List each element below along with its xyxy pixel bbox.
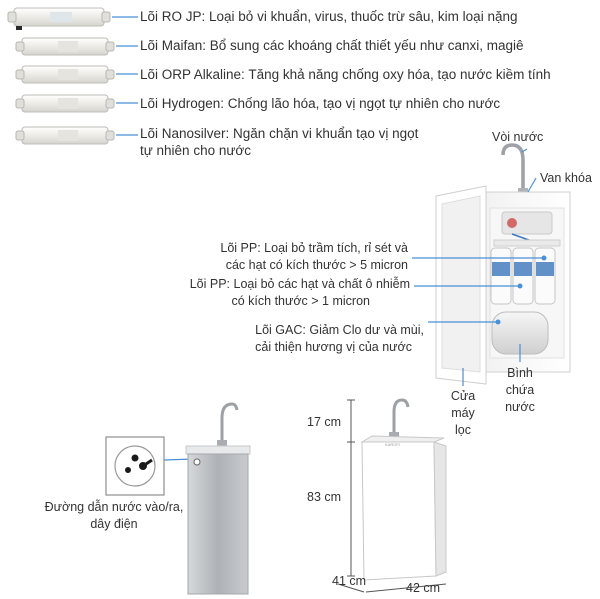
callout-tank-line1: Bình bbox=[507, 366, 533, 380]
filter-label-nanosilver-line2: tự nhiên cho nước bbox=[140, 143, 251, 158]
filter-cartridge-maifan bbox=[16, 38, 114, 55]
inlet-label-line2: dây điện bbox=[90, 517, 138, 531]
dimension-width: 42 cm bbox=[406, 581, 441, 595]
callout-pp1-line2: các hạt có kích thước > 5 micron bbox=[225, 258, 408, 272]
callout-door-line2: máy bbox=[451, 406, 475, 420]
filter-label-maifan: Lõi Maifan: Bổ sung các khoáng chất thiết yếu như canxi, magiê bbox=[140, 38, 524, 53]
callout-door-line3: lọc bbox=[455, 423, 471, 437]
callout-door-line1: Cửa bbox=[450, 389, 476, 403]
callout-faucet: Vòi nước bbox=[492, 130, 544, 144]
dimension-body-height: 83 cm bbox=[307, 490, 342, 504]
callout-pp2-line1: Lõi PP: Loại bỏ các hạt và chất ô nhiễm bbox=[189, 277, 410, 291]
callout-gac-line2: cải thiện hương vị của nước bbox=[255, 340, 412, 354]
filter-label-ro: Lõi RO JP: Loại bỏ vi khuẩn, virus, thuốc trừ sâu, kim loại nặng bbox=[140, 9, 518, 24]
brand-mark: KAROFI bbox=[385, 442, 400, 447]
filter-cartridge-hydrogen bbox=[16, 95, 114, 112]
filter-cartridge-ro bbox=[8, 8, 110, 30]
dimension-depth: 41 cm bbox=[332, 574, 367, 588]
callout-tank-line3: nước bbox=[505, 400, 535, 414]
inlet-closeup bbox=[106, 437, 194, 495]
filter-label-orp: Lõi ORP Alkaline: Tăng khả năng chống oxy hóa, tạo nước kiềm tính bbox=[140, 67, 551, 82]
filter-label-nanosilver-line1: Lõi Nanosilver: Ngăn chặn vi khuẩn tạo vị ngọt bbox=[140, 126, 419, 141]
callout-tank-line2: chứa bbox=[505, 383, 535, 397]
filter-cartridge-nanosilver bbox=[16, 127, 114, 144]
callout-gac-line1: Lõi GAC: Giảm Clo dư và mùi, bbox=[255, 323, 424, 337]
filter-label-hydrogen: Lõi Hydrogen: Chống lão hóa, tạo vị ngọt tự nhiên cho nước bbox=[140, 96, 501, 111]
callout-pp2-line2: có kích thước > 1 micron bbox=[231, 294, 370, 308]
filter-cartridge-orp bbox=[16, 66, 114, 83]
dimension-top-height: 17 cm bbox=[307, 415, 342, 429]
machine-dimension-view bbox=[338, 400, 446, 592]
callout-valve: Van khóa bbox=[540, 171, 592, 185]
inlet-label-line1: Đường dẫn nước vào/ra, bbox=[44, 500, 184, 514]
callout-line-valve bbox=[528, 178, 536, 192]
callout-pp1-line1: Lõi PP: Loại bỏ trầm tích, rỉ sét và bbox=[220, 241, 408, 255]
